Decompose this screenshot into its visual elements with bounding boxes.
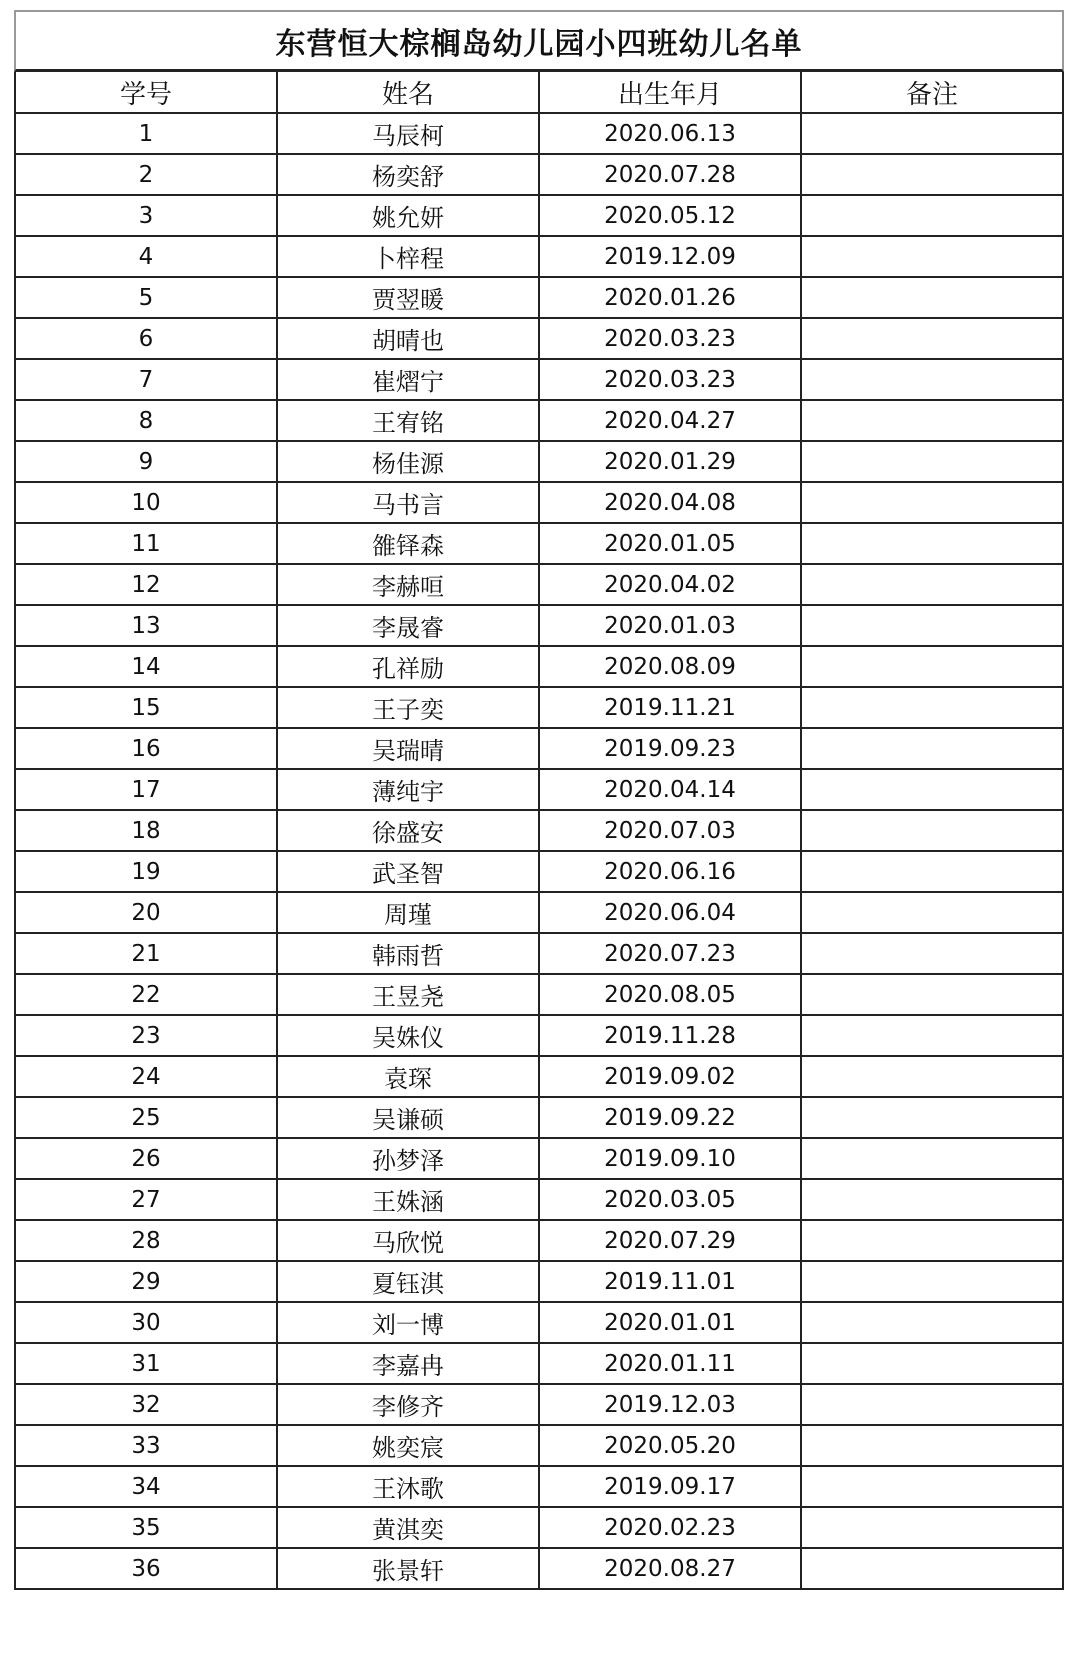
remarks-cell [801,1097,1063,1138]
student-name-cell: 孙梦泽 [277,1138,539,1179]
remarks-cell [801,1507,1063,1548]
table-row [15,154,1063,195]
remarks-cell [801,359,1063,400]
student-name-cell: 王宥铭 [277,400,539,441]
table-row [15,1220,1063,1261]
student-number-cell: 11 [15,523,277,564]
student-name-cell: 姚奕宸 [277,1425,539,1466]
table-row [15,1015,1063,1056]
student-number-cell: 9 [15,441,277,482]
remarks-cell [801,1425,1063,1466]
student-number-cell: 1 [15,113,277,154]
remarks-cell [801,1220,1063,1261]
student-name-cell: 李赫咺 [277,564,539,605]
column-header-name: 姓名 [277,72,539,113]
student-number-cell: 7 [15,359,277,400]
student-number-cell: 19 [15,851,277,892]
student-name-cell: 雒铎森 [277,523,539,564]
table-row [15,1425,1063,1466]
birth-date-cell: 2020.05.20 [539,1425,801,1466]
student-number-cell: 8 [15,400,277,441]
birth-date-cell: 2020.06.13 [539,113,801,154]
birth-date-cell: 2019.12.09 [539,236,801,277]
birth-date-cell: 2020.04.02 [539,564,801,605]
birth-date-cell: 2019.09.02 [539,1056,801,1097]
table-row [15,277,1063,318]
remarks-cell [801,1302,1063,1343]
remarks-cell [801,318,1063,359]
birth-date-cell: 2020.07.28 [539,154,801,195]
birth-date-cell: 2019.11.21 [539,687,801,728]
table-row [15,236,1063,277]
birth-date-cell: 2020.01.11 [539,1343,801,1384]
table-row [15,1097,1063,1138]
roster-title: 东营恒大棕榈岛幼儿园小四班幼儿名单 [14,10,1064,72]
student-number-cell: 34 [15,1466,277,1507]
student-number-cell: 23 [15,1015,277,1056]
birth-date-cell: 2020.08.09 [539,646,801,687]
remarks-cell [801,1384,1063,1425]
table-row [15,523,1063,564]
table-row [15,646,1063,687]
birth-date-cell: 2020.04.08 [539,482,801,523]
student-name-cell: 马辰柯 [277,113,539,154]
student-number-cell: 16 [15,728,277,769]
remarks-cell [801,687,1063,728]
student-name-cell: 贾翌暖 [277,277,539,318]
column-header-birth-date: 出生年月 [539,72,801,113]
remarks-cell [801,1056,1063,1097]
remarks-cell [801,1261,1063,1302]
birth-date-cell: 2020.07.03 [539,810,801,851]
remarks-cell [801,810,1063,851]
remarks-cell [801,974,1063,1015]
remarks-cell [801,113,1063,154]
birth-date-cell: 2019.11.28 [539,1015,801,1056]
student-number-cell: 36 [15,1548,277,1589]
student-name-cell: 黄淇奕 [277,1507,539,1548]
remarks-cell [801,1015,1063,1056]
table-row [15,1548,1063,1589]
student-name-cell: 吴姝仪 [277,1015,539,1056]
table-row [15,1056,1063,1097]
birth-date-cell: 2020.01.01 [539,1302,801,1343]
remarks-cell [801,564,1063,605]
table-row [15,482,1063,523]
birth-date-cell: 2019.09.17 [539,1466,801,1507]
student-number-cell: 27 [15,1179,277,1220]
table-row [15,933,1063,974]
remarks-cell [801,892,1063,933]
student-number-cell: 24 [15,1056,277,1097]
birth-date-cell: 2020.07.29 [539,1220,801,1261]
student-number-cell: 26 [15,1138,277,1179]
table-row [15,605,1063,646]
birth-date-cell: 2020.01.26 [539,277,801,318]
table-row [15,1507,1063,1548]
remarks-cell [801,933,1063,974]
remarks-cell [801,1138,1063,1179]
student-number-cell: 2 [15,154,277,195]
table-row [15,687,1063,728]
birth-date-cell: 2019.09.23 [539,728,801,769]
student-number-cell: 10 [15,482,277,523]
table-row [15,769,1063,810]
student-name-cell: 卜梓程 [277,236,539,277]
student-name-cell: 姚允妍 [277,195,539,236]
student-name-cell: 杨佳源 [277,441,539,482]
student-name-cell: 徐盛安 [277,810,539,851]
birth-date-cell: 2020.03.23 [539,318,801,359]
table-row [15,1179,1063,1220]
birth-date-cell: 2020.01.05 [539,523,801,564]
birth-date-cell: 2020.01.03 [539,605,801,646]
table-row [15,441,1063,482]
birth-date-cell: 2019.09.10 [539,1138,801,1179]
remarks-cell [801,441,1063,482]
table-row [15,974,1063,1015]
student-name-cell: 周瑾 [277,892,539,933]
column-header-remarks: 备注 [801,72,1063,113]
birth-date-cell: 2020.08.05 [539,974,801,1015]
student-name-cell: 孔祥励 [277,646,539,687]
table-row [15,564,1063,605]
student-number-cell: 3 [15,195,277,236]
remarks-cell [801,851,1063,892]
student-number-cell: 22 [15,974,277,1015]
student-number-cell: 4 [15,236,277,277]
student-name-cell: 武圣智 [277,851,539,892]
remarks-cell [801,482,1063,523]
student-name-cell: 胡晴也 [277,318,539,359]
class-roster-sheet [14,10,1064,1662]
roster-table [14,72,1064,1590]
student-number-cell: 14 [15,646,277,687]
student-number-cell: 28 [15,1220,277,1261]
roster-body [15,113,1063,1589]
remarks-cell [801,277,1063,318]
remarks-cell [801,646,1063,687]
student-name-cell: 王子奕 [277,687,539,728]
remarks-cell [801,195,1063,236]
column-header-student-number: 学号 [15,72,277,113]
student-name-cell: 王姝涵 [277,1179,539,1220]
table-row [15,892,1063,933]
student-number-cell: 18 [15,810,277,851]
student-name-cell: 崔熠宁 [277,359,539,400]
table-row [15,1466,1063,1507]
student-number-cell: 15 [15,687,277,728]
student-number-cell: 12 [15,564,277,605]
student-number-cell: 13 [15,605,277,646]
birth-date-cell: 2020.04.14 [539,769,801,810]
student-name-cell: 马书言 [277,482,539,523]
student-name-cell: 李晟睿 [277,605,539,646]
student-name-cell: 杨奕舒 [277,154,539,195]
remarks-cell [801,769,1063,810]
birth-date-cell: 2020.06.04 [539,892,801,933]
table-row [15,728,1063,769]
birth-date-cell: 2020.02.23 [539,1507,801,1548]
student-name-cell: 袁琛 [277,1056,539,1097]
student-name-cell: 韩雨哲 [277,933,539,974]
student-name-cell: 刘一博 [277,1302,539,1343]
birth-date-cell: 2020.08.27 [539,1548,801,1589]
student-name-cell: 夏钰淇 [277,1261,539,1302]
birth-date-cell: 2019.12.03 [539,1384,801,1425]
student-name-cell: 薄纯宇 [277,769,539,810]
table-row [15,195,1063,236]
birth-date-cell: 2020.03.23 [539,359,801,400]
student-number-cell: 25 [15,1097,277,1138]
table-row [15,1302,1063,1343]
remarks-cell [801,1179,1063,1220]
birth-date-cell: 2020.06.16 [539,851,801,892]
student-name-cell: 马欣悦 [277,1220,539,1261]
student-name-cell: 吴谦硕 [277,1097,539,1138]
student-name-cell: 王昱尧 [277,974,539,1015]
student-name-cell: 王沐歌 [277,1466,539,1507]
student-number-cell: 31 [15,1343,277,1384]
header-row [15,72,1063,113]
student-number-cell: 6 [15,318,277,359]
student-number-cell: 5 [15,277,277,318]
table-row [15,1261,1063,1302]
birth-date-cell: 2019.09.22 [539,1097,801,1138]
student-name-cell: 张景轩 [277,1548,539,1589]
table-row [15,400,1063,441]
student-number-cell: 17 [15,769,277,810]
student-name-cell: 李嘉冉 [277,1343,539,1384]
table-row [15,318,1063,359]
student-number-cell: 33 [15,1425,277,1466]
student-number-cell: 20 [15,892,277,933]
remarks-cell [801,728,1063,769]
table-row [15,1384,1063,1425]
table-row [15,810,1063,851]
student-number-cell: 35 [15,1507,277,1548]
remarks-cell [801,236,1063,277]
student-number-cell: 21 [15,933,277,974]
birth-date-cell: 2020.04.27 [539,400,801,441]
birth-date-cell: 2020.01.29 [539,441,801,482]
remarks-cell [801,605,1063,646]
table-row [15,1343,1063,1384]
student-name-cell: 李修齐 [277,1384,539,1425]
student-number-cell: 32 [15,1384,277,1425]
table-row [15,851,1063,892]
table-row [15,113,1063,154]
birth-date-cell: 2020.03.05 [539,1179,801,1220]
remarks-cell [801,1343,1063,1384]
table-row [15,1138,1063,1179]
birth-date-cell: 2020.05.12 [539,195,801,236]
student-number-cell: 29 [15,1261,277,1302]
remarks-cell [801,400,1063,441]
remarks-cell [801,523,1063,564]
table-row [15,359,1063,400]
student-number-cell: 30 [15,1302,277,1343]
birth-date-cell: 2020.07.23 [539,933,801,974]
remarks-cell [801,154,1063,195]
remarks-cell [801,1466,1063,1507]
birth-date-cell: 2019.11.01 [539,1261,801,1302]
student-name-cell: 吴瑞晴 [277,728,539,769]
remarks-cell [801,1548,1063,1589]
